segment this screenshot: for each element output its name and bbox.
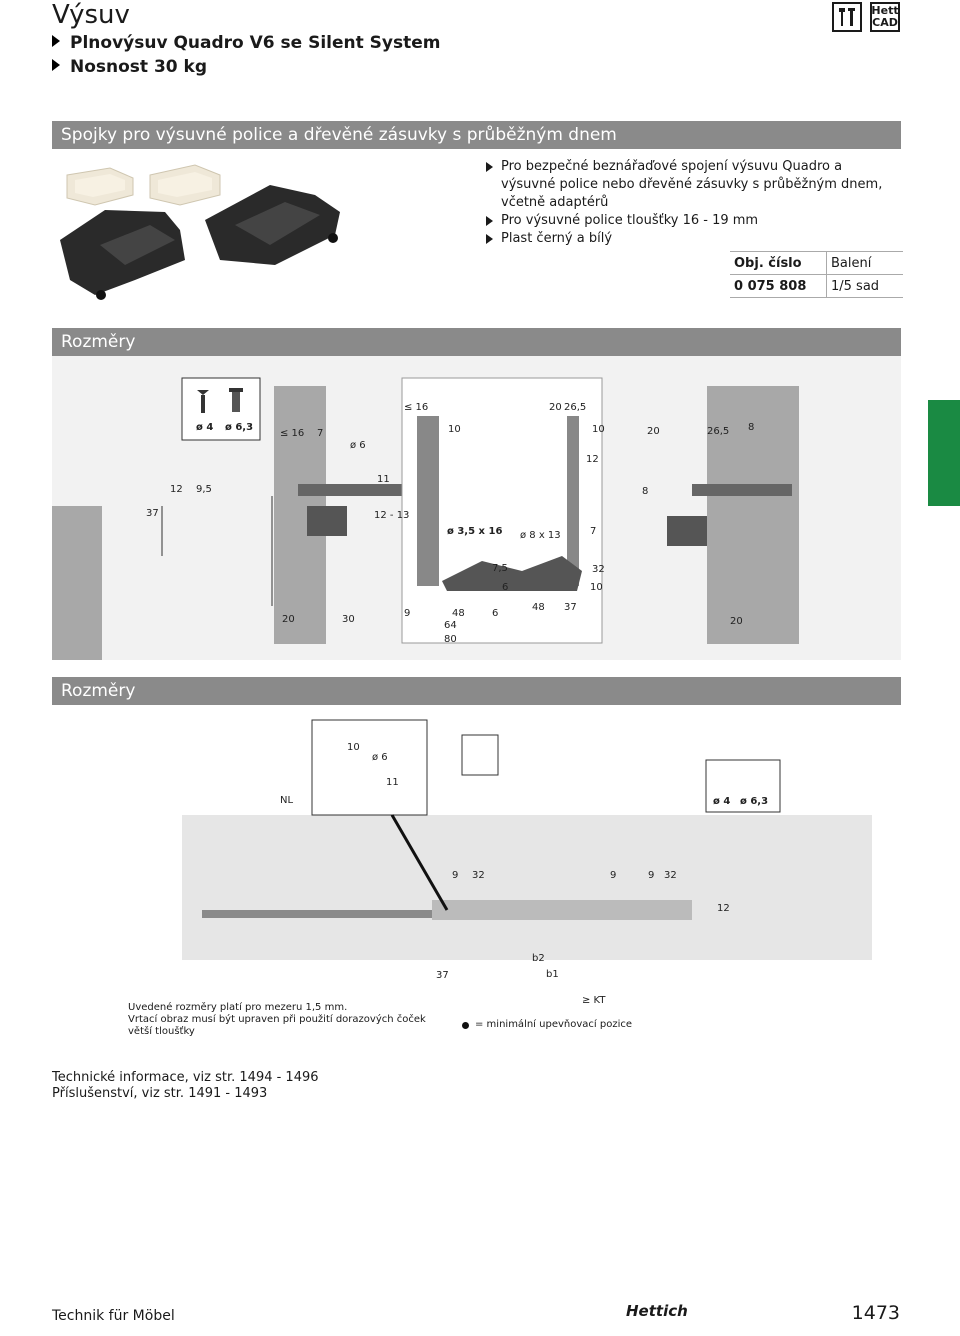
dim-label: 10	[347, 742, 360, 753]
dim-label: 12	[170, 484, 183, 495]
page-number: 1473	[851, 1302, 900, 1324]
dot-icon	[462, 1022, 469, 1029]
dim-label: ø 4	[196, 422, 214, 433]
dim-label: 37	[564, 602, 577, 613]
product-photo	[55, 150, 355, 320]
dim-label: 20	[647, 426, 660, 437]
dim-label: 30	[342, 614, 355, 625]
subtitle-1-text: Plnovýsuv Quadro V6 se Silent System	[70, 33, 441, 53]
dim-label: ø 4	[713, 796, 731, 807]
triangle-bullet-icon	[52, 35, 60, 47]
dim-label: 32	[472, 870, 485, 881]
footer-tagline: Technik für Möbel	[52, 1308, 175, 1324]
section-bar-rozmery-1: Rozměry	[52, 328, 901, 356]
dimensions-note	[128, 1002, 428, 1038]
dim-label: 32	[664, 870, 677, 881]
order-table-header	[730, 252, 903, 275]
inset-panel	[417, 416, 439, 586]
dim-label: b2	[532, 953, 545, 964]
pack-size: 1/5 sad	[827, 275, 904, 298]
note-line: větší tloušťky	[128, 1026, 195, 1037]
dim-label: 32	[592, 564, 605, 575]
white-connector-1	[67, 168, 133, 205]
section-bar-rozmery-2: Rozměry	[52, 677, 901, 705]
side-panel-left	[52, 506, 102, 660]
dim-label: ≤ 16	[404, 402, 429, 413]
dim-label: 37	[146, 508, 159, 519]
dim-label: ø 3,5 x 16	[447, 526, 503, 537]
dim-label: 6	[492, 608, 499, 619]
cad-line1: Hett	[871, 4, 899, 17]
shelf-right	[692, 484, 792, 496]
dim-label: 10	[592, 424, 605, 435]
tools-icon	[832, 2, 862, 32]
runner-profile-right	[667, 516, 707, 546]
dim-label: 9	[404, 608, 411, 619]
legend-text: = minimální upevňovací pozice	[475, 1019, 632, 1030]
subtitle-2	[52, 57, 207, 77]
subtitle-1	[52, 33, 441, 53]
drawer-body	[182, 815, 872, 960]
shelf	[298, 484, 408, 496]
dim-label: 10	[448, 424, 461, 435]
runner-profile-left	[307, 506, 347, 536]
reference-links	[52, 1070, 319, 1102]
hettcad-icon[interactable]	[870, 2, 900, 32]
feature-item: Pro bezpečné beznářaďové spojení výsuvu Quadro a výsuvné police nebo dřevěné zásuvky s průběžným dnem, včetně adaptérů	[486, 158, 886, 212]
dimensions-svg-2	[52, 705, 901, 1045]
dim-label: b1	[546, 969, 559, 980]
cad-line2: CAD	[872, 16, 898, 29]
dim-label: ø 6	[372, 752, 388, 763]
dim-label: 26,5	[564, 402, 587, 413]
detail-circle	[312, 720, 427, 815]
feature-item: Pro výsuvné police tloušťky 16 - 19 mm	[486, 212, 886, 230]
white-connector-2	[150, 165, 220, 205]
dim-label: 9,5	[196, 484, 212, 495]
dim-label: ø 8 x 13	[520, 530, 561, 541]
dim-label: 7	[590, 526, 597, 537]
order-table-row	[730, 275, 903, 298]
accessories-link[interactable]: Příslušenství, viz str. 1491 - 1493	[52, 1086, 268, 1101]
dim-label: ø 6	[350, 440, 366, 451]
header-icons	[832, 2, 900, 32]
dim-label: 26,5	[707, 426, 730, 437]
dim-label: 11	[386, 777, 399, 788]
note-line: Vrtací obraz musí být upraven při použití dorazových čoček	[128, 1014, 426, 1025]
dim-label: 6	[502, 582, 509, 593]
feature-list	[486, 158, 886, 248]
dim-label: 37	[436, 970, 449, 981]
inset-panel-2	[567, 416, 579, 586]
black-connector-1	[60, 210, 185, 300]
dim-label: 8	[642, 486, 649, 497]
dim-label: 12 - 13	[374, 510, 410, 521]
dim-label: 48	[452, 608, 465, 619]
dim-label: 11	[377, 474, 390, 485]
dim-label: 9	[452, 870, 459, 881]
order-number: 0 075 808	[730, 275, 827, 298]
chapter-tab	[928, 400, 960, 506]
dim-label: 12	[717, 903, 730, 914]
dim-label: 20	[282, 614, 295, 625]
dim-label: 48	[532, 602, 545, 613]
dim-label: 80	[444, 634, 457, 645]
dimensions-svg-1	[52, 356, 901, 660]
hole-pattern-strip	[432, 900, 692, 920]
order-table	[730, 251, 903, 298]
dimensions-drawing-1	[52, 356, 901, 660]
dim-label: 12	[586, 454, 599, 465]
dim-label: ≤ 16	[280, 428, 305, 439]
note-line: Uvedené rozměry platí pro mezeru 1,5 mm.	[128, 1002, 348, 1013]
dim-label: 64	[444, 620, 457, 631]
pack-header: Balení	[827, 252, 904, 275]
dimensions-drawing-2	[52, 705, 901, 1045]
dim-label: NL	[280, 795, 294, 806]
dim-label: ≥ KT	[582, 995, 606, 1006]
dim-label: 20	[730, 616, 743, 627]
dim-label: 9	[648, 870, 655, 881]
triangle-bullet-icon	[52, 59, 60, 71]
dim-label: ø 6,3	[225, 422, 254, 433]
section-bar-spojky: Spojky pro výsuvné police a dřevěné zásuvky s průběžným dnem	[52, 121, 901, 149]
dim-label: 8	[748, 422, 755, 433]
dim-label: 7	[317, 428, 324, 439]
dim-label: 10	[590, 582, 603, 593]
dim-label: 20	[549, 402, 562, 413]
feature-item: Plast černý a bílý	[486, 230, 886, 248]
legend	[462, 1019, 632, 1031]
hettich-logo: Hettich	[626, 1302, 688, 1320]
tech-info-link[interactable]: Technické informace, viz str. 1494 - 1496	[52, 1070, 319, 1085]
order-number-header: Obj. číslo	[730, 252, 827, 275]
dim-label: 9	[610, 870, 617, 881]
dim-label: 7,5	[492, 563, 508, 574]
black-connector-2	[205, 185, 340, 265]
subtitle-2-text: Nosnost 30 kg	[70, 57, 208, 77]
cube-detail	[462, 735, 498, 775]
page-title: Výsuv	[52, 0, 130, 30]
dim-label: ø 6,3	[740, 796, 769, 807]
